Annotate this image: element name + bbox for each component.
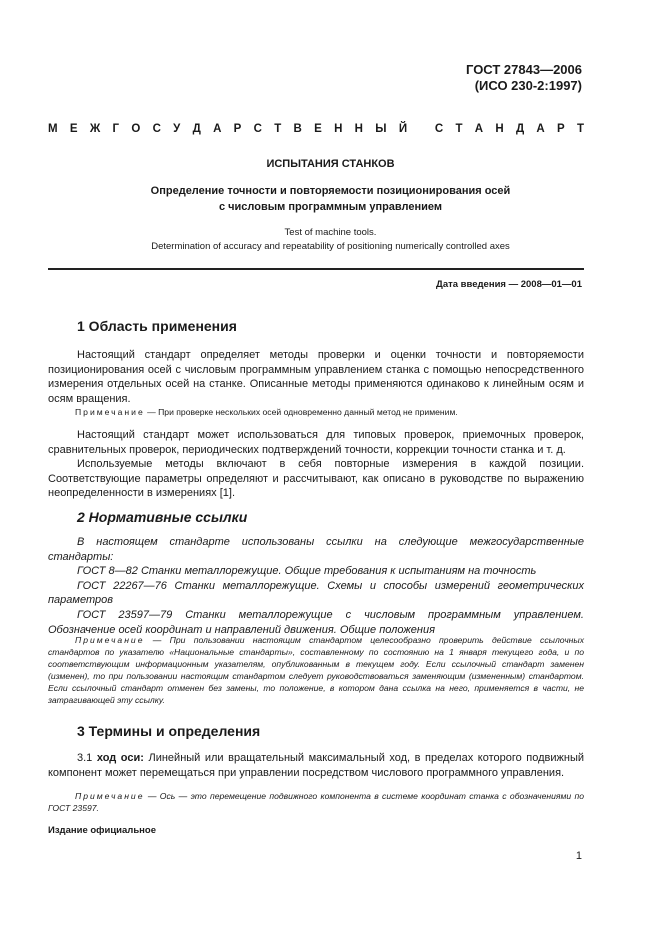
section-3-note — [48, 790, 584, 814]
term-number: 3.1 — [77, 752, 93, 764]
references-intro: В настоящем стандарте использованы ссылки на следующие межгосударственные стандарты: — [48, 536, 584, 563]
gost-number: ГОСТ 27843—2006 — [466, 62, 582, 77]
note-text: — При проверке нескольких осей одновременно данный метод не применим. — [144, 407, 458, 417]
banner-letter — [419, 123, 422, 135]
banner-letter: А — [536, 123, 545, 135]
banner-letter: А — [213, 123, 222, 135]
banner-letter: Д — [515, 123, 525, 135]
banner-letter: Ы — [375, 123, 387, 135]
banner-letter: М — [48, 123, 58, 135]
banner-letter: Н — [495, 123, 504, 135]
banner-letter: С — [152, 123, 161, 135]
title-divider — [48, 268, 584, 270]
term-3-1 — [48, 751, 584, 780]
document-subtitle-line1: Определение точности и повторяемости позиционирования осей — [150, 185, 511, 197]
banner-letter: Р — [557, 123, 565, 135]
section-2-references — [48, 535, 584, 637]
banner-letter: Ж — [89, 123, 101, 135]
reference-gost-22267-76: ГОСТ 22267—76 Станки металлорежущие. Схемы и способы измерений геометрических параметров — [48, 579, 584, 607]
section-2-heading: 2 Нормативные ссылки — [77, 509, 248, 525]
standard-type-banner — [48, 123, 584, 135]
section-1-paragraph-3: Используемые методы включают в себя повторные измерения в каждой позиции. Соответствующие параметры определяют и рассчитывают, как описано в руководстве по выражению неопределенности в измерениях [1]. — [48, 458, 584, 500]
section-1-paragraph-2: Настоящий стандарт может использоваться для типовых проверок, приемочных проверок, сравнительных проверок, периодических подтверждений точности, коррекции точности станка и т. д. — [48, 429, 584, 456]
banner-letter: Т — [455, 123, 463, 135]
english-title-line1: Test of machine tools. — [284, 227, 377, 238]
banner-letter: С — [253, 123, 262, 135]
banner-letter: Д — [192, 123, 201, 135]
banner-letter: Т — [576, 123, 584, 135]
banner-letter: Г — [112, 123, 120, 135]
term-name: ход оси: — [96, 752, 144, 764]
section-1-heading: 1 Область применения — [77, 318, 237, 334]
note-label: Примечание — [75, 791, 145, 801]
banner-letter: О — [131, 123, 141, 135]
banner-letter: Е — [69, 123, 78, 135]
note-text: — При пользовании настоящим стандартом целесообразно проверить действие ссылочных стандартов по указателю «Национальные стандарты», составленному по состоянию на 1 января текущего года, и по соответствующим информационным указателям, опубликованным в текущем году. Если ссылочный стандарт заменен (изменен), то при пользовании настоящим стандартом следует руководствоваться заменяющим (измененным) стандартом. Если ссылочный стандарт отменен без замены, то положение, в котором дана ссылка на него, применяется в части, не затрагивающей эту ссылку. — [48, 635, 584, 705]
banner-letter: С — [434, 123, 444, 135]
term-definition: Линейный или вращательный максимальный ход, в пределах которого подвижный компонент может перемещаться при управлении посредством числового программного управления. — [48, 752, 585, 779]
banner-letter: Т — [274, 123, 282, 135]
english-title-line2: Determination of accuracy and repeatability of positioning numerically controlled axes — [151, 241, 510, 252]
banner-letter: Й — [398, 123, 408, 135]
banner-letter: Н — [334, 123, 343, 135]
page-number: 1 — [575, 850, 582, 862]
reference-gost-8-82: ГОСТ 8—82 Станки металлорежущие. Общие требования к испытаниям на точность — [77, 565, 537, 578]
banner-letter: В — [293, 123, 302, 135]
section-1-note — [75, 406, 584, 418]
banner-letter: А — [474, 123, 484, 135]
section-3-heading: 3 Термины и определения — [77, 723, 261, 739]
note-label: Примечание — [75, 407, 145, 417]
banner-letter: Е — [314, 123, 322, 135]
document-title: ИСПЫТАНИЯ СТАНКОВ — [266, 158, 395, 170]
banner-letter: Р — [233, 123, 242, 135]
note-text: — Ось — это перемещение подвижного компонента в системе координат станка с обозначениями по ГОСТ 23597. — [48, 791, 584, 813]
official-edition-label: Издание официальное — [48, 825, 156, 836]
document-subtitle-line2: с числовым программным управлением — [218, 201, 443, 213]
iso-number: (ИСО 230-2:1997) — [474, 78, 582, 93]
note-label: Примечание — [75, 635, 145, 645]
banner-letter: У — [173, 123, 181, 135]
section-2-note — [48, 634, 584, 706]
banner-letter: Н — [354, 123, 363, 135]
reference-gost-23597-79: ГОСТ 23597—79 Станки металлорежущие с числовым программным управлением. Обозначение осей координат и направлений движения. Общие положения — [48, 608, 584, 636]
section-1-paragraph-1: Настоящий стандарт определяет методы проверки и оценки точности и повторяемости позиционирования осей с числовым программным управлением станка с помощью непосредственного измерения отдельных осей на станке. Описанные методы применяются одинаково к линейным осям и осям вращения. — [48, 349, 584, 405]
effective-date: Дата введения — 2008—01—01 — [436, 279, 582, 290]
